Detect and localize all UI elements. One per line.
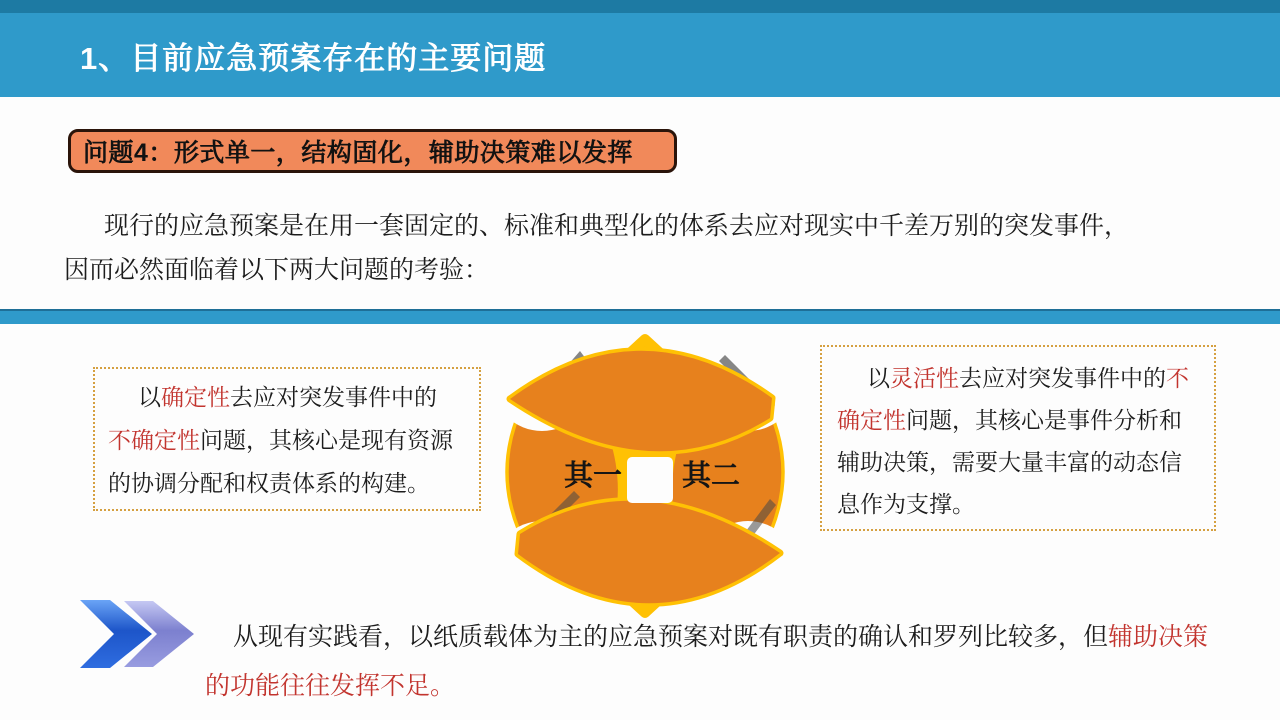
- text-line: 的协调分配和权责体系的构建。: [108, 470, 430, 496]
- header-bar: [0, 13, 1280, 97]
- text-line: 息作为支撑。: [837, 491, 975, 517]
- page-title: 1、目前应急预案存在的主要问题: [80, 40, 547, 76]
- text-line: 以灵活性去应对突发事件中的不: [867, 365, 1189, 391]
- conclusion-text: [205, 613, 1215, 711]
- pinwheel-diagram: [490, 333, 800, 619]
- text-line: 现行的应急预案是在用一套固定的、标准和典型化的体系去应对现实中千差万别的突发事件，: [104, 212, 1130, 240]
- problem-label-box: [68, 129, 677, 173]
- text-line: 不确定性问题，其核心是现有资源: [108, 427, 453, 453]
- text-line: 因而必然面临着以下两大问题的考验：: [64, 256, 490, 284]
- right-note-box: [820, 345, 1216, 531]
- label-qi-yi: 其一: [563, 460, 623, 492]
- header-top-strip: [0, 0, 1280, 13]
- text-line: 从现有实践看，以纸质载体为主的应急预案对既有职责的确认和罗列比较多，但辅助决策: [233, 623, 1209, 651]
- double-chevron-icon: [80, 600, 196, 668]
- center-gap: [627, 457, 673, 503]
- problem-label: 问题4：形式单一，结构固化，辅助决策难以发挥: [83, 139, 633, 167]
- left-note-box: [93, 367, 481, 511]
- text-line: 确定性问题，其核心是事件分析和: [837, 407, 1182, 433]
- text-line: 辅助决策，需要大量丰富的动态信: [837, 449, 1182, 475]
- text-line: 以确定性去应对突发事件中的: [138, 384, 437, 410]
- section-divider: [0, 309, 1280, 324]
- text-line: 的功能往往发挥不足。: [205, 672, 456, 700]
- intro-paragraph: [64, 204, 1234, 292]
- label-qi-er: 其二: [681, 460, 741, 492]
